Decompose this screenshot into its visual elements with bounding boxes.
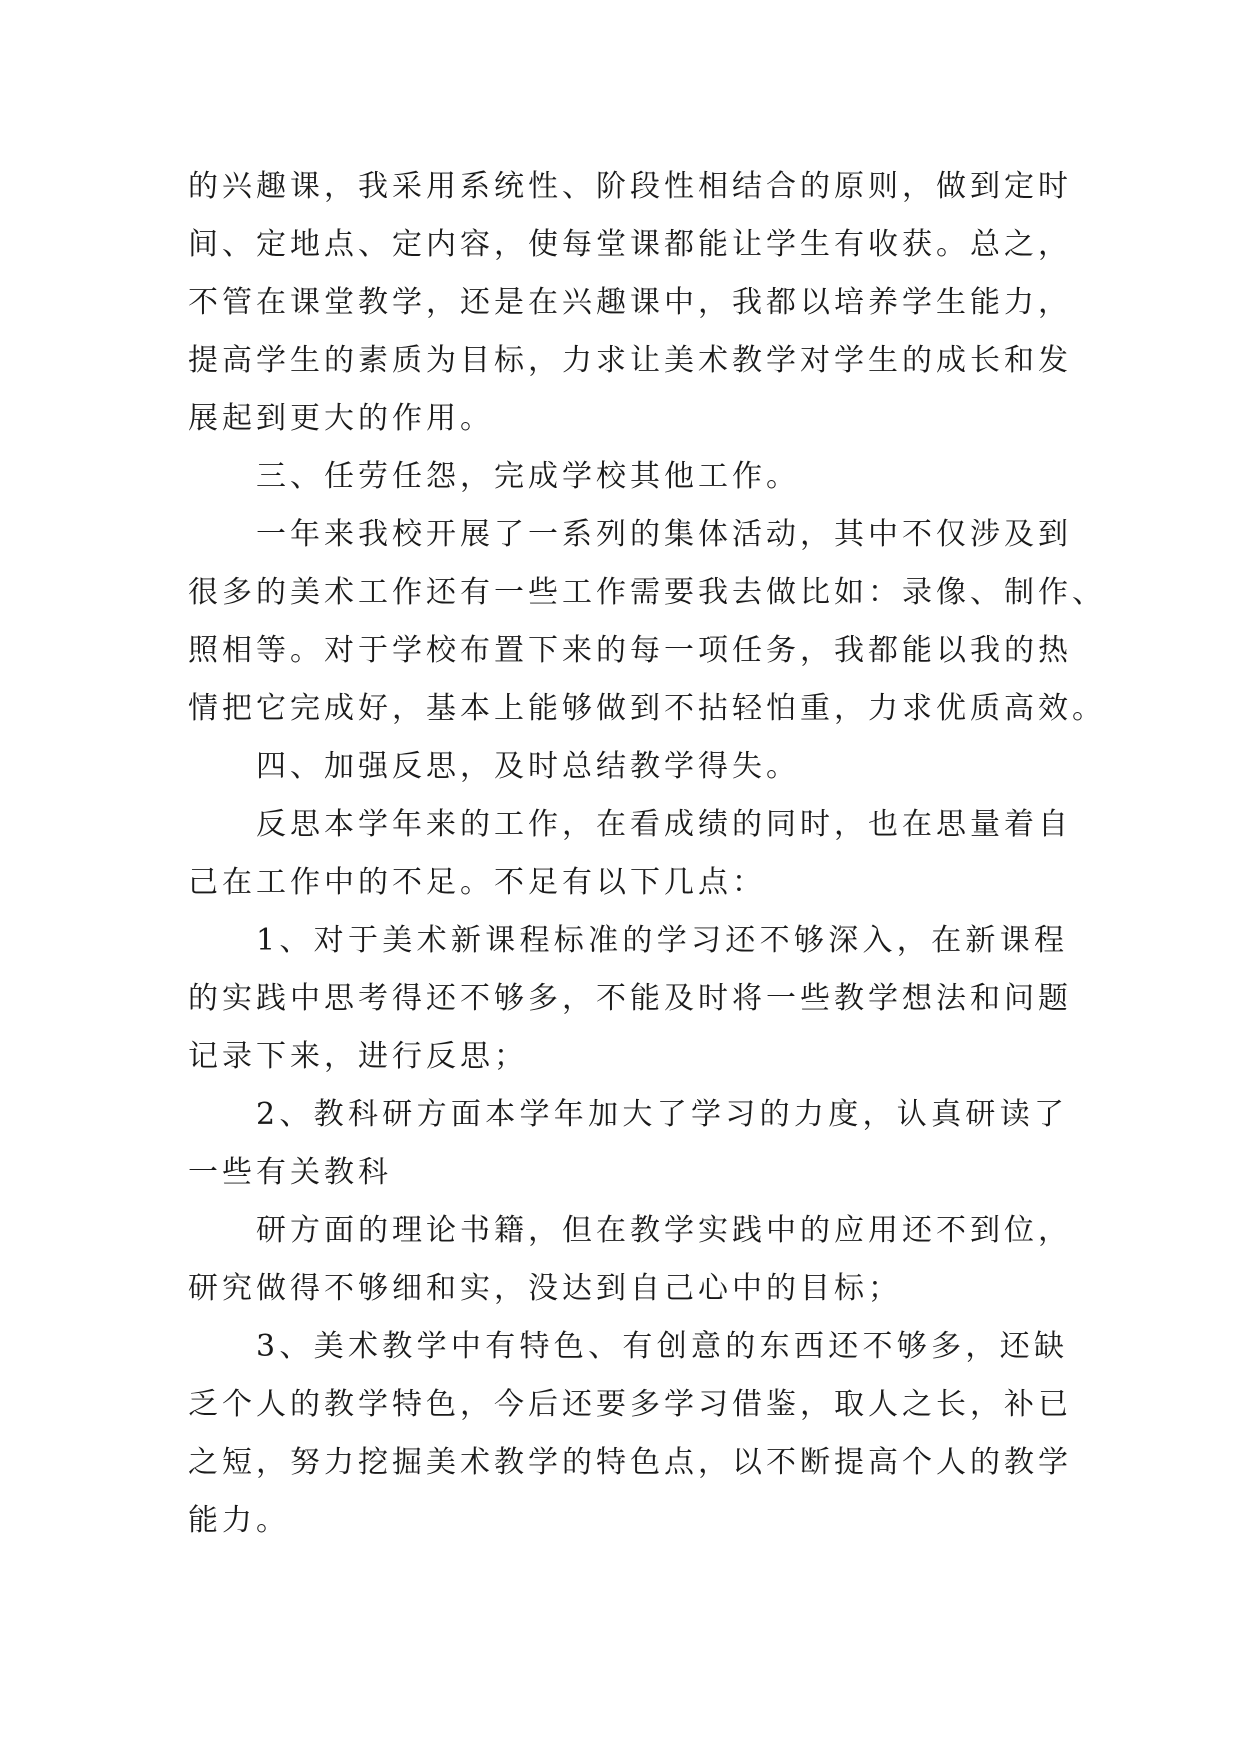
text-line: 的实践中思考得还不够多，不能及时将一些教学想法和问题	[188, 981, 1072, 1016]
text-line: 提高学生的素质为目标，力求让美术教学对学生的成长和发	[188, 343, 1072, 378]
text-line: 己在工作中的不足。不足有以下几点：	[188, 865, 766, 900]
text-line: 不管在课堂教学，还是在兴趣课中，我都以培养学生能力，	[188, 285, 1072, 320]
text-line: 四、加强反思，及时总结教学得失。	[256, 749, 800, 784]
text-line: 3、美术教学中有特色、有创意的东西还不够多，还缺	[256, 1329, 1068, 1364]
document-body	[188, 158, 1106, 1550]
text-line: 乏个人的教学特色，今后还要多学习借鉴，取人之长，补已	[188, 1387, 1072, 1422]
text-line: 反思本学年来的工作，在看成绩的同时，也在思量着自	[256, 807, 1072, 842]
text-line: 间、定地点、定内容，使每堂课都能让学生有收获。总之，	[188, 227, 1072, 262]
text-line: 展起到更大的作用。	[188, 401, 494, 436]
text-line: 研究做得不够细和实，没达到自己心中的目标；	[188, 1271, 902, 1306]
text-line: 2、教科研方面本学年加大了学习的力度，认真研读了	[256, 1097, 1068, 1132]
text-line: 研方面的理论书籍，但在教学实践中的应用还不到位，	[256, 1213, 1072, 1248]
text-line: 的兴趣课，我采用系统性、阶段性相结合的原则，做到定时	[188, 169, 1072, 204]
text-line: 记录下来，进行反思；	[188, 1039, 528, 1074]
text-line: 照相等。对于学校布置下来的每一项任务，我都能以我的热	[188, 633, 1072, 668]
text-line: 一年来我校开展了一系列的集体活动，其中不仅涉及到	[256, 517, 1072, 552]
text-line: 之短，努力挖掘美术教学的特色点，以不断提高个人的教学	[188, 1445, 1072, 1480]
text-line: 情把它完成好，基本上能够做到不拈轻怕重，力求优质高效。	[188, 691, 1106, 726]
text-line: 很多的美术工作还有一些工作需要我去做比如：录像、制作、	[188, 575, 1106, 610]
text-line: 1、对于美术新课程标准的学习还不够深入，在新课程	[256, 923, 1068, 958]
text-line: 三、任劳任怨，完成学校其他工作。	[256, 459, 800, 494]
text-line: 一些有关教科	[188, 1155, 392, 1190]
text-line: 能力。	[188, 1503, 290, 1538]
